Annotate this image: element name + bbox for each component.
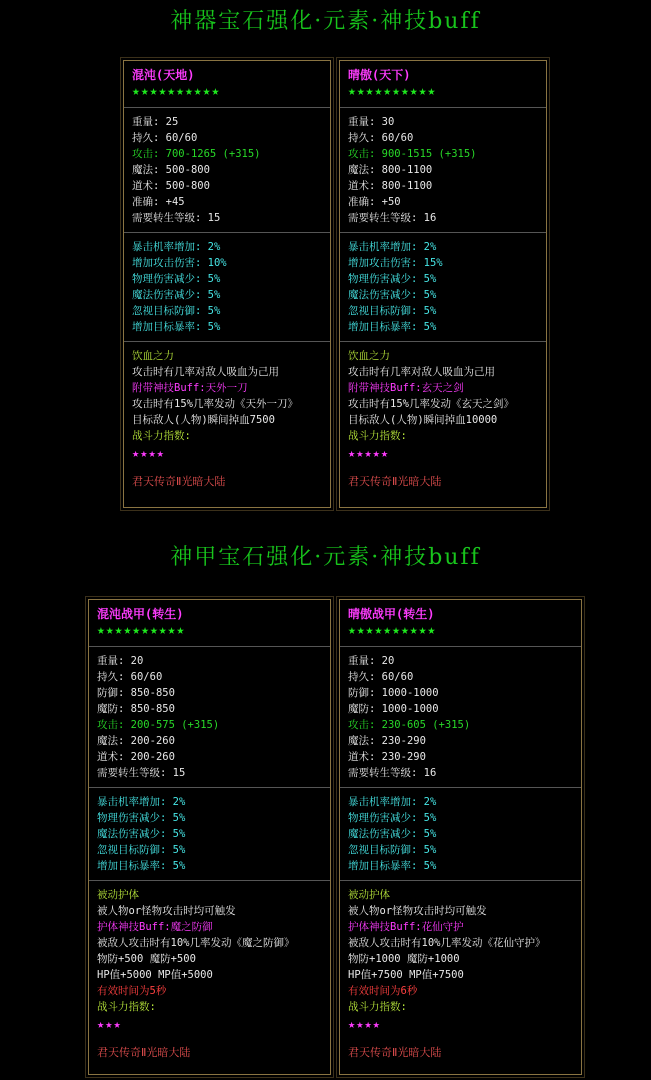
attr-line: 魔法伤害减少: 5% (132, 289, 221, 301)
stat-durability: 持久: 60/60 (348, 132, 414, 144)
stat-magic-defense: 魔防: 1000-1000 (348, 703, 439, 715)
buff-desc: 被敌人攻击时有10%几率发动《魔之防御》 (97, 937, 295, 949)
attr-line: 暴击机率增加: 2% (348, 796, 437, 808)
power-label: 战斗力指数: (132, 430, 191, 442)
power-stars: ★★★★★ (348, 446, 390, 460)
power-label: 战斗力指数: (348, 430, 407, 442)
buff-effect: HP值+7500 MP值+7500 (348, 969, 464, 981)
stat-weight: 重量: 20 (97, 655, 144, 667)
attr-line: 忽视目标防御: 5% (348, 844, 437, 856)
attr-line: 物理伤害减少: 5% (348, 273, 437, 285)
stat-taoism: 道术: 800-1100 (348, 180, 433, 192)
rating-stars: ★★★★★★★★★★ (348, 84, 437, 99)
divider (124, 341, 330, 342)
buff-effect: 目标敌人(人物)瞬间掉血7500 (132, 414, 275, 426)
skill-desc: 攻击时有几率对敌人吸血为己用 (348, 366, 495, 378)
power-label: 战斗力指数: (97, 1001, 156, 1013)
attr-line: 忽视目标防御: 5% (97, 844, 186, 856)
buff-desc: 攻击时有15%几率发动《玄天之剑》 (348, 398, 514, 410)
attr-line: 增加目标暴率: 5% (348, 321, 437, 333)
stat-attack: 攻击: 200-575 (+315) (97, 719, 220, 731)
item-title: 混沌(天地) (132, 68, 195, 82)
stat-magic: 魔法: 230-290 (348, 735, 426, 747)
skill-name: 饮血之力 (132, 350, 174, 362)
footer-text: 君天传奇Ⅱ光暗大陆 (348, 475, 442, 488)
stat-defense: 防御: 1000-1000 (348, 687, 439, 699)
divider (89, 787, 330, 788)
divider (89, 646, 330, 647)
attr-line: 增加目标暴率: 5% (97, 860, 186, 872)
rating-stars: ★★★★★★★★★★ (97, 623, 186, 638)
stat-accuracy: 准确: +50 (348, 196, 401, 208)
attr-line: 暴击机率增加: 2% (348, 241, 437, 253)
buff-line: 护体神技Buff:魔之防御 (97, 921, 213, 933)
stat-attack: 攻击: 230-605 (+315) (348, 719, 471, 731)
stat-taoism: 道术: 200-260 (97, 751, 175, 763)
item-title: 混沌战甲(转生) (97, 607, 184, 621)
skill-name: 饮血之力 (348, 350, 390, 362)
skill-name: 被动护体 (97, 889, 139, 901)
stat-durability: 持久: 60/60 (348, 671, 414, 683)
footer-text: 君天传奇Ⅱ光暗大陆 (132, 475, 226, 488)
divider (340, 787, 581, 788)
attr-line: 增加目标暴率: 5% (348, 860, 437, 872)
armors-heading: 神甲宝石强化·元素·神技buff (170, 545, 481, 570)
stat-rebirth-level: 需要转生等级: 15 (132, 212, 221, 224)
footer-text: 君天传奇Ⅱ光暗大陆 (348, 1046, 442, 1059)
buff-effect: HP值+5000 MP值+5000 (97, 969, 213, 981)
attr-line: 增加攻击伤害: 15% (348, 257, 443, 269)
divider (340, 880, 581, 881)
attr-line: 物理伤害减少: 5% (97, 812, 186, 824)
attr-line: 增加目标暴率: 5% (132, 321, 221, 333)
weapon-card-qingao (339, 60, 547, 508)
divider (124, 107, 330, 108)
divider (340, 107, 546, 108)
armor-card-hundun (88, 599, 331, 1075)
stat-taoism: 道术: 500-800 (132, 180, 210, 192)
divider (89, 880, 330, 881)
buff-duration: 有效时间为6秒 (348, 985, 418, 997)
item-title: 晴傲战甲(转生) (348, 607, 435, 621)
stat-rebirth-level: 需要转生等级: 16 (348, 767, 437, 779)
skill-desc: 被人物or怪物攻击时均可触发 (97, 905, 236, 917)
buff-effect: 物防+500 魔防+500 (97, 953, 196, 965)
stat-durability: 持久: 60/60 (97, 671, 163, 683)
buff-effect: 物防+1000 魔防+1000 (348, 953, 460, 965)
stat-taoism: 道术: 230-290 (348, 751, 426, 763)
power-stars: ★★★★ (132, 446, 165, 460)
buff-effect: 目标敌人(人物)瞬间掉血10000 (348, 414, 498, 426)
stat-magic-defense: 魔防: 850-850 (97, 703, 175, 715)
attr-line: 忽视目标防御: 5% (132, 305, 221, 317)
attr-line: 魔法伤害减少: 5% (97, 828, 186, 840)
power-stars: ★★★★ (348, 1017, 381, 1031)
attr-line: 物理伤害减少: 5% (132, 273, 221, 285)
weapon-card-hundun (123, 60, 331, 508)
skill-desc: 攻击时有几率对敌人吸血为己用 (132, 366, 279, 378)
buff-desc: 被敌人攻击时有10%几率发动《花仙守护》 (348, 937, 546, 949)
stat-weight: 重量: 30 (348, 116, 395, 128)
stat-attack: 攻击: 700-1265 (+315) (132, 148, 261, 160)
skill-desc: 被人物or怪物攻击时均可触发 (348, 905, 487, 917)
divider (340, 232, 546, 233)
buff-line: 附带神技Buff:玄天之剑 (348, 382, 464, 394)
stat-attack: 攻击: 900-1515 (+315) (348, 148, 477, 160)
divider (340, 646, 581, 647)
item-title: 晴傲(天下) (348, 68, 411, 82)
attr-line: 增加攻击伤害: 10% (132, 257, 227, 269)
rating-stars: ★★★★★★★★★★ (348, 623, 437, 638)
armor-card-qingao (339, 599, 582, 1075)
stat-weight: 重量: 20 (348, 655, 395, 667)
divider (124, 232, 330, 233)
buff-line: 附带神技Buff:天外一刀 (132, 382, 248, 394)
buff-desc: 攻击时有15%几率发动《天外一刀》 (132, 398, 298, 410)
buff-duration: 有效时间为5秒 (97, 985, 167, 997)
rating-stars: ★★★★★★★★★★ (132, 84, 221, 99)
stat-rebirth-level: 需要转生等级: 16 (348, 212, 437, 224)
stat-magic: 魔法: 800-1100 (348, 164, 433, 176)
attr-line: 忽视目标防御: 5% (348, 305, 437, 317)
stat-rebirth-level: 需要转生等级: 15 (97, 767, 186, 779)
skill-name: 被动护体 (348, 889, 390, 901)
divider (340, 341, 546, 342)
attr-line: 物理伤害减少: 5% (348, 812, 437, 824)
attr-line: 魔法伤害减少: 5% (348, 828, 437, 840)
stat-defense: 防御: 850-850 (97, 687, 175, 699)
stat-magic: 魔法: 500-800 (132, 164, 210, 176)
power-label: 战斗力指数: (348, 1001, 407, 1013)
attr-line: 暴击机率增加: 2% (132, 241, 221, 253)
stat-magic: 魔法: 200-260 (97, 735, 175, 747)
stat-weight: 重量: 25 (132, 116, 179, 128)
stat-durability: 持久: 60/60 (132, 132, 198, 144)
attr-line: 暴击机率增加: 2% (97, 796, 186, 808)
buff-line: 护体神技Buff:花仙守护 (348, 921, 464, 933)
stat-accuracy: 准确: +45 (132, 196, 185, 208)
attr-line: 魔法伤害减少: 5% (348, 289, 437, 301)
power-stars: ★★★ (97, 1017, 122, 1031)
footer-text: 君天传奇Ⅱ光暗大陆 (97, 1046, 191, 1059)
weapons-heading: 神器宝石强化·元素·神技buff (170, 9, 481, 34)
